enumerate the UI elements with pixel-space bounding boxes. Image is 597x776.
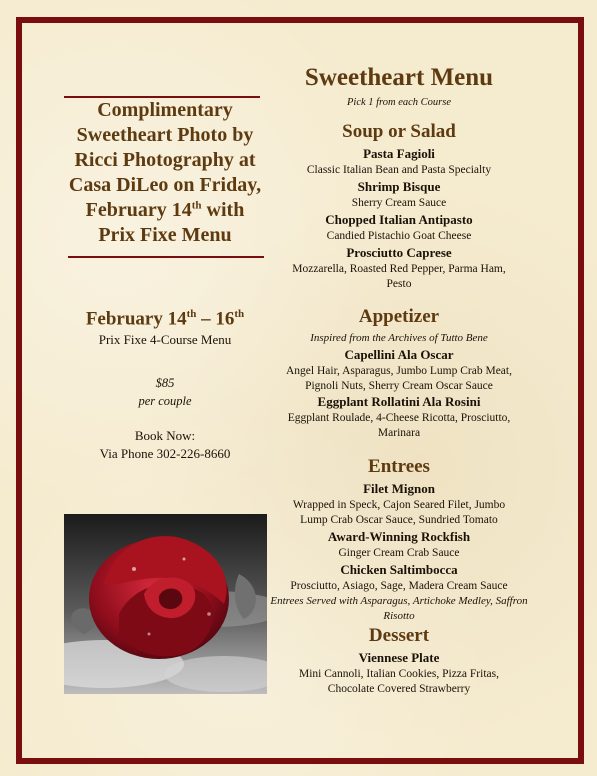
section-appetizer-note: Inspired from the Archives of Tutto Bene <box>310 332 488 344</box>
menu-item-desc: Sherry Cream Sauce <box>351 197 447 209</box>
menu-item-desc: Lump Crab Oscar Sauce, Sundried Tomato <box>300 514 498 526</box>
promo-text <box>60 98 270 248</box>
promo-line: Complimentary <box>97 99 233 121</box>
promo-line: Sweetheart Photo by <box>76 124 254 146</box>
section-entrees-note: Risotto <box>383 610 415 622</box>
booking-phone: Via Phone 302-226-8660 <box>99 446 231 461</box>
menu-item-desc: Prosciutto, Asiago, Sage, Madera Cream Sauce <box>290 580 508 592</box>
menu-item-name: Viennese Plate <box>358 650 440 665</box>
menu-item-desc: Candied Pistachio Goat Cheese <box>326 230 472 242</box>
menu-item-desc: Angel Hair, Asparagus, Jumbo Lump Crab Meat, <box>286 365 512 377</box>
section-entrees-note: Entrees Served with Asparagus, Artichoke Medley, Saffron <box>270 595 528 607</box>
promo-date: February 14 <box>85 199 192 221</box>
menu-item-name: Chicken Saltimbocca <box>340 562 458 577</box>
menu-item-name: Filet Mignon <box>363 481 435 496</box>
dates-title <box>60 308 270 330</box>
price-unit: per couple <box>138 394 192 408</box>
promo-line: Ricci Photography at <box>74 149 256 171</box>
red-rose-photo <box>64 514 267 694</box>
promo-with: with <box>201 199 245 221</box>
dates-end-suffix: th <box>234 308 245 320</box>
menu-item-desc: Pesto <box>386 278 412 290</box>
section-entrees-heading: Entrees <box>368 456 430 477</box>
section-dessert-heading: Dessert <box>368 625 430 646</box>
section-appetizer-heading: Appetizer <box>358 306 440 327</box>
menu-item-desc: Marinara <box>377 427 421 439</box>
menu-instructions: Pick 1 from each Course <box>346 97 451 108</box>
section-soup-salad-heading: Soup or Salad <box>342 121 456 142</box>
menu-item-name: Capellini Ala Oscar <box>344 347 454 362</box>
menu-item-desc: Mozzarella, Roasted Red Pepper, Parma Ham, <box>292 263 506 275</box>
dates-start: February 14 <box>85 308 187 330</box>
menu-item-name: Shrimp Bisque <box>357 179 441 194</box>
dates-subtitle: Prix Fixe 4-Course Menu <box>98 332 232 347</box>
promo-line <box>60 198 270 223</box>
menu-title: Sweetheart Menu <box>304 64 494 91</box>
menu-item-desc: Eggplant Roulade, 4-Cheese Ricotta, Prosciutto, <box>287 412 511 424</box>
price: $85 <box>155 376 175 390</box>
dates-start-suffix: th <box>186 308 197 320</box>
menu-item-name: Prosciutto Caprese <box>346 245 452 260</box>
menu-item-desc: Mini Cannoli, Italian Cookies, Pizza Fritas, <box>299 668 499 680</box>
menu-item-name: Chopped Italian Antipasto <box>325 212 473 227</box>
menu-item-desc: Wrapped in Speck, Cajon Seared Filet, Jumbo <box>292 499 506 511</box>
menu-item-name: Eggplant Rollatini Ala Rosini <box>317 394 481 409</box>
promo-date-suffix: th <box>191 199 202 212</box>
menu-item-desc: Ginger Cream Crab Sauce <box>338 547 460 559</box>
dates-end: – 16 <box>196 308 235 330</box>
rose-icon <box>64 514 267 694</box>
promo-line: Prix Fixe Menu <box>98 224 232 246</box>
menu-item-desc: Classic Italian Bean and Pasta Specialty <box>306 164 492 176</box>
booking-label: Book Now: <box>134 428 196 443</box>
menu-item-name: Pasta Fagioli <box>363 146 435 161</box>
menu-item-desc: Chocolate Covered Strawberry <box>327 683 471 695</box>
menu-item-desc: Pignoli Nuts, Sherry Cream Oscar Sauce <box>305 380 493 392</box>
promo-bottom-rule <box>68 256 264 258</box>
menu-item-name: Award-Winning Rockfish <box>327 529 471 544</box>
promo-line: Casa DiLeo on Friday, <box>68 174 262 196</box>
